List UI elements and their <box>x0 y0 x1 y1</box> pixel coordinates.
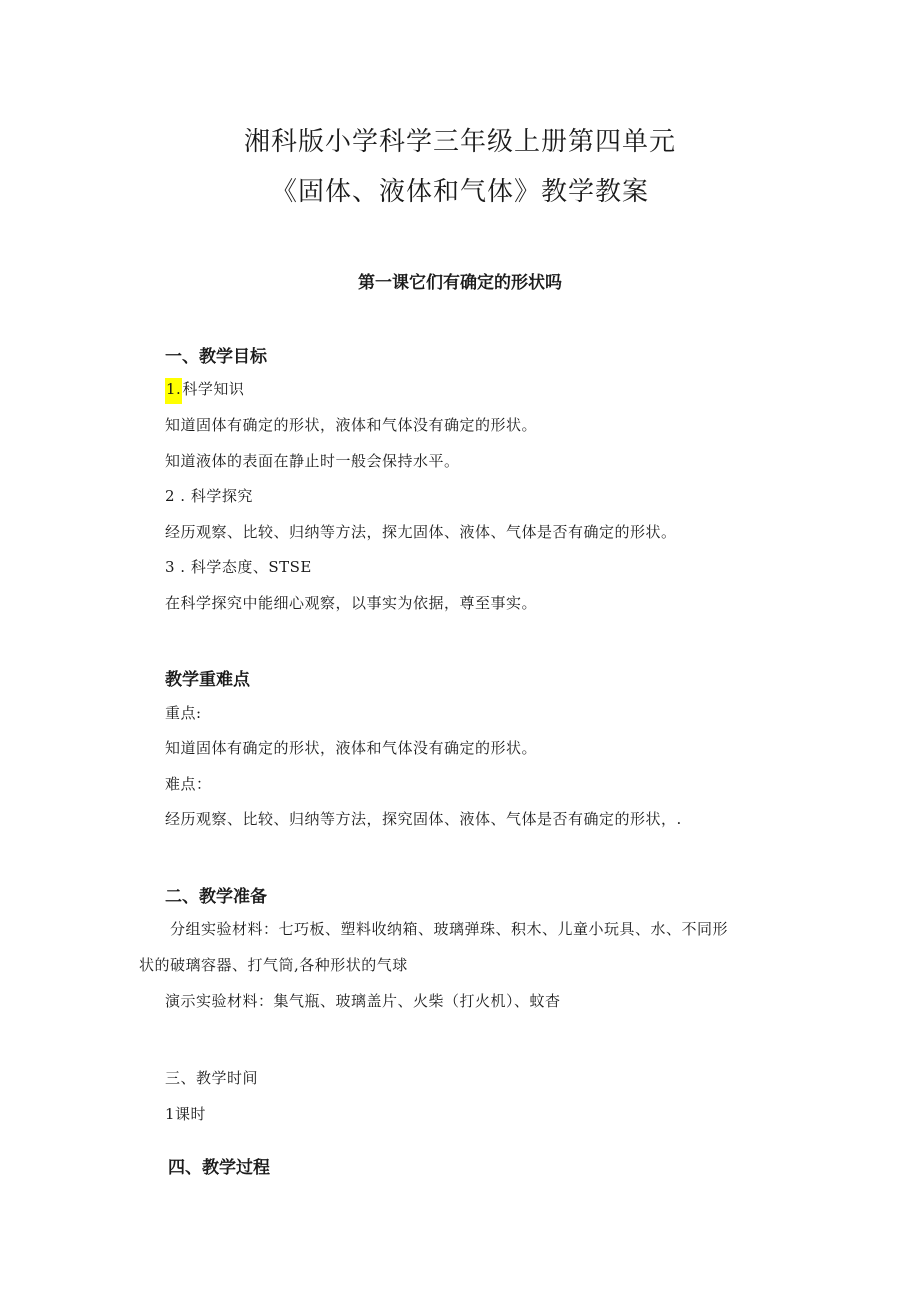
section-heading-teaching-time: 三、教学时间 <box>165 1069 259 1087</box>
goal-item-1-number: 1. <box>165 378 182 404</box>
goal-item-1-text-a: 知道固体有确定的形状，液体和气体没有确定的形状。 <box>165 416 538 434</box>
section-heading-teaching-process: 四、教学过程 <box>168 1158 270 1178</box>
document-title-line-1: 湘科版小学科学三年级上册第四单元 <box>243 127 676 157</box>
key-point-text: 知道固体有确定的形状，液体和气体没有确定的形状。 <box>165 739 538 757</box>
goal-item-1-label: 科学知识 <box>182 380 245 398</box>
difficult-point-text: 经历观察、比较、归纳等方法，探究固体、液体、气体是否有确定的形状，. <box>165 810 682 828</box>
goal-item-1-text-b: 知道液体的表面在静止时一般会保持水平。 <box>165 452 460 470</box>
group-materials-line-2: 状的破璃容器、打气筒,各种形状的气球 <box>139 956 408 974</box>
goal-item-2-label: 2 . 科学探究 <box>165 487 253 505</box>
section-heading-key-difficult-points: 教学重难点 <box>165 670 250 690</box>
goal-item-3-label: 3 . 科学态度、STSE <box>165 558 312 576</box>
group-materials-line-1: 分组实验材料：七巧板、塑料收纳箱、玻璃弹珠、积木、儿童小玩具、水、不同形 <box>170 920 729 938</box>
lesson-title: 第一课它们有确定的形状吗 <box>358 273 562 293</box>
goal-item-1 <box>165 378 244 399</box>
difficult-point-label: 难点： <box>165 775 212 793</box>
section-heading-teaching-goals: 一、教学目标 <box>165 347 267 367</box>
section-heading-teaching-preparation: 二、教学准备 <box>165 887 267 907</box>
demo-materials: 演示实验材料：集气瓶、玻璃盖片、火柴（打火机）、蚊杳 <box>165 992 561 1010</box>
key-point-label: 重点: <box>165 704 202 722</box>
goal-item-3-text: 在科学探究中能细心观察，以事实为依据，尊至事实。 <box>165 594 538 612</box>
teaching-time-text: 1课时 <box>165 1105 207 1123</box>
document-title-line-2: 《固体、液体和气体》教学教案 <box>270 177 649 207</box>
goal-item-2-text: 经历观察、比较、归纳等方法，探尢固体、液体、气体是否有确定的形状。 <box>165 523 677 541</box>
